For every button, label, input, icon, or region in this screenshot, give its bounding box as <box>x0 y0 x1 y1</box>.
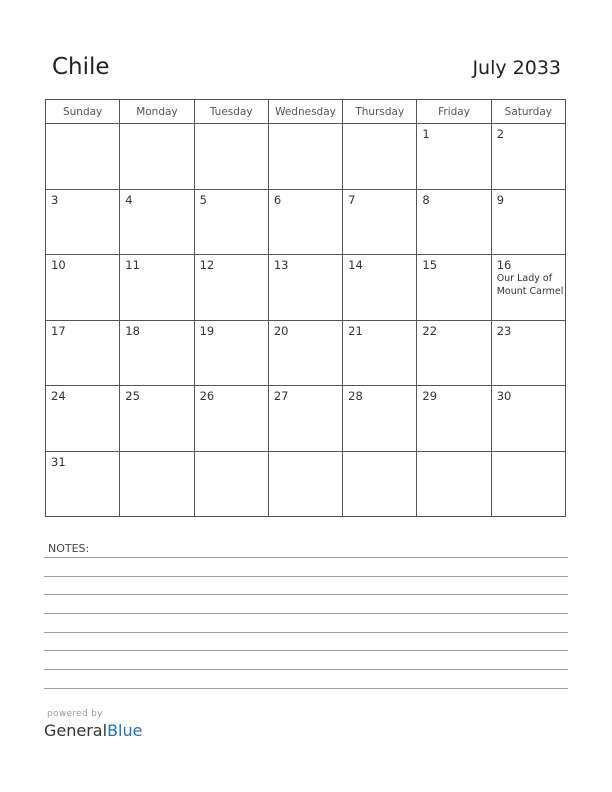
day-cell <box>46 386 120 452</box>
day-cell <box>343 320 417 386</box>
day-number: 14 <box>348 258 363 272</box>
day-cell <box>343 124 417 190</box>
day-number: 20 <box>273 323 289 338</box>
day-number: 21 <box>348 323 363 338</box>
day-number <box>417 452 490 455</box>
day-number: 5 <box>199 192 207 207</box>
day-cell <box>268 124 342 190</box>
day-cell <box>343 189 417 255</box>
day-cell <box>194 386 268 452</box>
day-cell <box>46 451 120 517</box>
day-number: 7 <box>348 192 356 207</box>
notes-line <box>44 594 568 595</box>
day-cell <box>268 320 342 386</box>
day-cell <box>120 320 194 386</box>
day-cell <box>46 320 120 386</box>
week-row <box>46 124 566 190</box>
week-row <box>46 320 566 386</box>
day-number: 25 <box>125 389 140 403</box>
day-number: 16 <box>496 258 512 272</box>
day-cell <box>268 189 342 255</box>
day-cell <box>491 255 565 321</box>
day-number: 23 <box>496 323 512 338</box>
day-cell <box>268 451 342 517</box>
day-number: 29 <box>422 389 438 403</box>
week-row <box>46 451 566 517</box>
day-number: 15 <box>422 258 438 272</box>
day-number: 9 <box>496 192 505 207</box>
day-number: 1 <box>422 127 430 141</box>
weekday-header: Thursday <box>343 100 417 124</box>
weekday-header-row <box>46 100 566 124</box>
day-number <box>343 124 416 127</box>
weekday-header: Wednesday <box>268 100 342 124</box>
day-number: 12 <box>199 258 215 272</box>
day-number: 24 <box>51 389 66 403</box>
day-number <box>195 124 268 127</box>
calendar-grid <box>45 99 566 517</box>
day-cell <box>46 189 120 255</box>
week-row <box>46 386 566 452</box>
weekday-header: Friday <box>417 100 491 124</box>
day-cell <box>120 124 194 190</box>
day-cell <box>417 386 491 452</box>
day-number: 6 <box>273 192 282 207</box>
day-cell <box>46 124 120 190</box>
day-cell <box>491 189 565 255</box>
day-cell <box>491 451 565 517</box>
day-cell <box>343 386 417 452</box>
notes-line <box>44 669 568 670</box>
day-cell <box>120 451 194 517</box>
week-row <box>46 189 566 255</box>
day-cell <box>417 255 491 321</box>
day-number <box>120 124 193 127</box>
day-number: 18 <box>125 323 140 338</box>
brand-logo[interactable] <box>44 721 142 740</box>
brand-blue-text: Blue <box>107 721 143 740</box>
day-cell <box>491 124 565 190</box>
day-cell <box>417 189 491 255</box>
day-cell <box>343 255 417 321</box>
day-number <box>120 452 193 455</box>
weekday-header: Sunday <box>46 100 120 124</box>
day-number: 27 <box>273 389 289 403</box>
day-number: 8 <box>422 192 430 207</box>
notes-line <box>44 688 568 689</box>
week-row <box>46 255 566 321</box>
notes-line <box>44 576 568 577</box>
month-year-title: July 2033 <box>472 57 561 79</box>
day-number: 19 <box>199 323 215 338</box>
day-cell <box>46 255 120 321</box>
day-number: 26 <box>199 389 215 403</box>
holiday-label: Our Lady of Mount Carmel <box>496 273 564 297</box>
day-cell <box>194 320 268 386</box>
day-number <box>269 124 342 127</box>
notes-line <box>44 650 568 651</box>
notes-line <box>44 632 568 633</box>
day-cell <box>417 124 491 190</box>
day-cell <box>417 320 491 386</box>
day-number: 28 <box>348 389 363 403</box>
weekday-header: Saturday <box>491 100 565 124</box>
brand-general-text: General <box>44 721 108 740</box>
day-number: 31 <box>51 454 66 469</box>
day-number: 3 <box>51 192 59 207</box>
notes-line <box>44 557 568 558</box>
weekday-header: Monday <box>120 100 194 124</box>
day-number: 22 <box>422 323 438 338</box>
day-number <box>269 452 342 455</box>
day-number: 2 <box>496 127 505 141</box>
day-number: 11 <box>125 258 140 272</box>
day-cell <box>268 386 342 452</box>
country-title: Chile <box>52 54 110 80</box>
day-number: 4 <box>125 192 133 207</box>
day-number: 10 <box>51 258 66 272</box>
day-cell <box>120 189 194 255</box>
notes-label: NOTES: <box>48 542 90 555</box>
day-cell <box>343 451 417 517</box>
day-number <box>46 124 119 127</box>
notes-line <box>44 613 568 614</box>
day-cell <box>491 386 565 452</box>
day-cell <box>194 451 268 517</box>
day-cell <box>194 189 268 255</box>
day-cell <box>194 255 268 321</box>
day-cell <box>268 255 342 321</box>
day-cell <box>491 320 565 386</box>
day-number <box>343 452 416 455</box>
powered-by-label: powered by <box>47 709 103 719</box>
day-cell <box>120 386 194 452</box>
day-cell <box>194 124 268 190</box>
day-number <box>195 452 268 455</box>
day-number <box>492 452 565 455</box>
day-number: 30 <box>496 389 512 403</box>
day-number: 17 <box>51 323 66 338</box>
day-number: 13 <box>273 258 289 272</box>
weekday-header: Tuesday <box>194 100 268 124</box>
day-cell <box>417 451 491 517</box>
day-cell <box>120 255 194 321</box>
